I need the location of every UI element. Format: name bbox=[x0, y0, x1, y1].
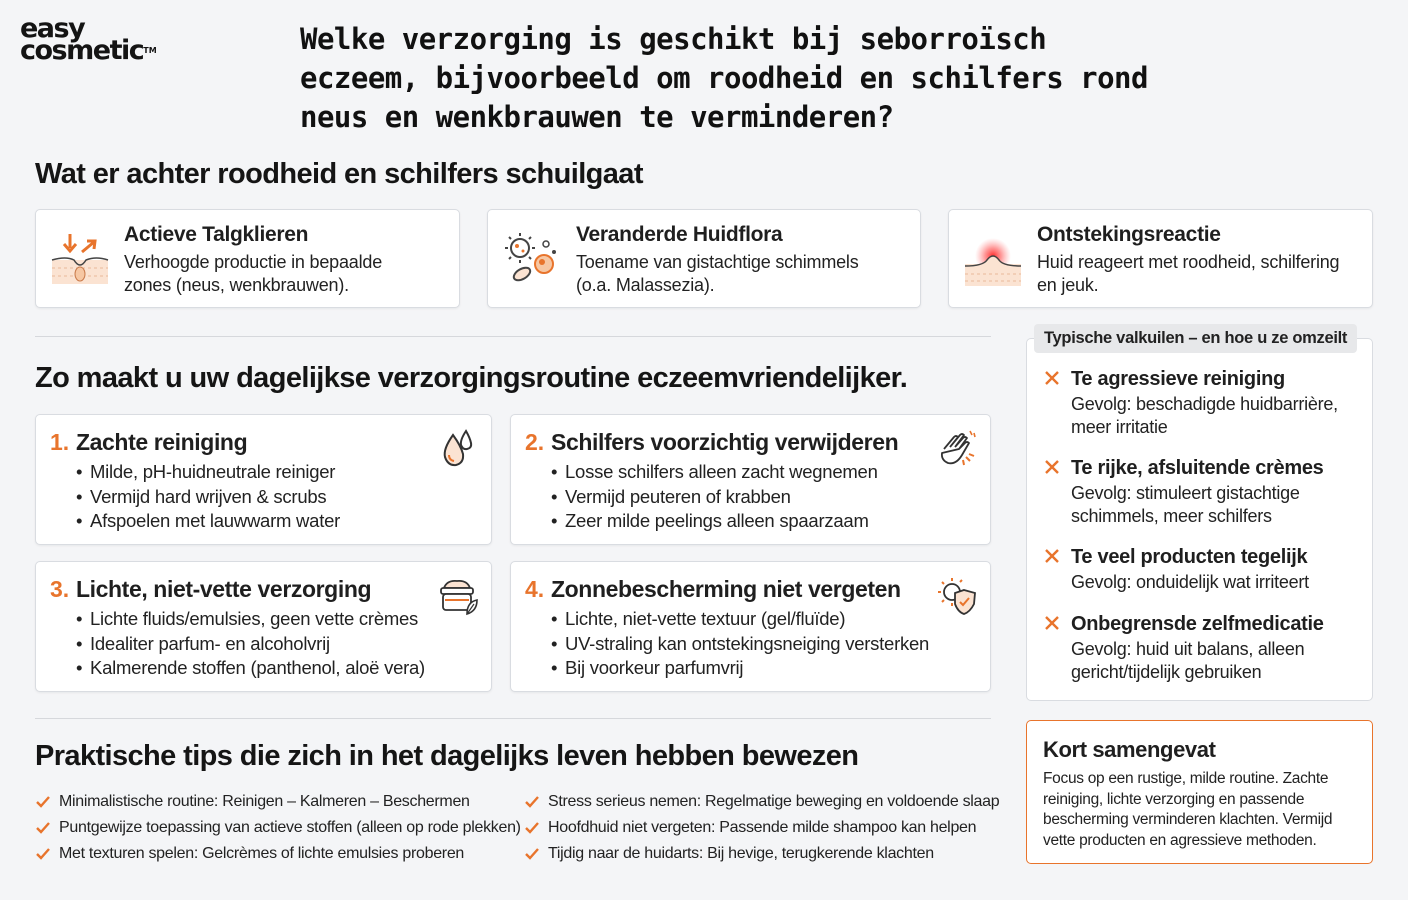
logo-line-1: easy bbox=[20, 13, 85, 44]
checkmark-icon bbox=[524, 821, 540, 835]
cause-title: Actieve Talgklieren bbox=[124, 223, 309, 246]
cause-card-skinflora bbox=[487, 209, 921, 308]
section-divider bbox=[35, 718, 991, 719]
cause-card-sebaceous bbox=[35, 209, 460, 308]
pitfall-title: Te agressieve reiniging bbox=[1071, 368, 1285, 390]
step-bullet: • Lichte, niet-vette textuur (gel/fluïde) bbox=[551, 607, 929, 632]
section-divider bbox=[35, 336, 991, 337]
step-bullet: • Afspoelen met lauwwarm water bbox=[76, 509, 340, 534]
checkmark-icon bbox=[35, 847, 51, 861]
cause-card-inflammation bbox=[948, 209, 1373, 308]
pitfall-text: Gevolg: beschadigde huidbarrière, meer irritatie bbox=[1071, 394, 1338, 437]
cause-title: Veranderde Huidflora bbox=[576, 223, 783, 246]
summary-box bbox=[1026, 720, 1373, 864]
cross-icon bbox=[1044, 615, 1060, 631]
tip-text: Met texturen spelen: Gelcrèmes of lichte emulsies proberen bbox=[59, 845, 465, 862]
step-bullet: • Kalmerende stoffen (panthenol, aloë vera) bbox=[76, 656, 425, 681]
step-card-2 bbox=[510, 414, 991, 545]
sebaceous-gland-icon bbox=[50, 230, 110, 290]
tip-text: Minimalistische routine: Reinigen – Kalmeren – Beschermen bbox=[59, 793, 470, 810]
tip-item bbox=[524, 793, 999, 811]
step-bullet: • Losse schilfers alleen zacht wegnemen bbox=[551, 460, 878, 485]
routine-heading: Zo maakt u uw dagelijkse verzorgingsroutine eczeemvriendelijker. bbox=[35, 362, 908, 394]
cause-title: Ontstekingsreactie bbox=[1037, 223, 1221, 246]
pitfalls-heading: Typische valkuilen – en hoe u ze omzeilt bbox=[1034, 324, 1357, 353]
step-number: 3. bbox=[50, 576, 70, 602]
cause-text: Toename van gistachtige schimmels (o.a. Malassezia). bbox=[576, 252, 859, 295]
cause-text: Verhoogde productie in bepaalde zones (neus, wenkbrauwen). bbox=[124, 252, 383, 295]
checkmark-icon bbox=[524, 795, 540, 809]
step-card-3 bbox=[35, 561, 492, 692]
step-title: Zachte reiniging bbox=[76, 429, 248, 455]
cream-jar-icon bbox=[437, 574, 479, 616]
step-bullet: • UV-straling kan ontstekingsneiging versterken bbox=[551, 632, 929, 657]
checkmark-icon bbox=[524, 847, 540, 861]
step-bullet: • Lichte fluids/emulsies, geen vette crèmes bbox=[76, 607, 425, 632]
tip-text: Hoofdhuid niet vergeten: Passende milde shampoo kan helpen bbox=[548, 819, 977, 836]
tip-text: Tijdig naar de huidarts: Bij hevige, terugkerende klachten bbox=[548, 845, 934, 862]
pitfall-text: Gevolg: stimuleert gistachtige schimmels, meer schilfers bbox=[1071, 483, 1300, 526]
step-bullet: • Milde, pH-huidneutrale reiniger bbox=[76, 460, 340, 485]
pitfall-title: Te veel producten tegelijk bbox=[1071, 546, 1308, 568]
sun-shield-icon bbox=[936, 574, 978, 616]
microbes-icon bbox=[502, 230, 562, 290]
checkmark-icon bbox=[35, 795, 51, 809]
cross-icon bbox=[1044, 548, 1060, 564]
logo-line-2 bbox=[20, 35, 157, 66]
pitfall-title: Onbegrensde zelfmedicatie bbox=[1071, 613, 1324, 635]
tip-item bbox=[35, 845, 464, 863]
logo-word: cosmetic bbox=[20, 35, 144, 66]
checkmark-icon bbox=[35, 821, 51, 835]
step-bullet: • Vermijd peuteren of krabben bbox=[551, 485, 878, 510]
tip-item bbox=[35, 793, 470, 811]
step-bullets bbox=[76, 607, 425, 681]
hand-icon bbox=[936, 427, 978, 469]
step-title: Lichte, niet-vette verzorging bbox=[76, 576, 372, 602]
step-title: Schilfers voorzichtig verwijderen bbox=[551, 429, 899, 455]
summary-text: Focus op een rustige, milde routine. Zachte reiniging, lichte verzorging en passende bescherming verminderen klachten. Vermijd vette producten en agressieve methoden. bbox=[1043, 770, 1333, 849]
step-bullet: • Vermijd hard wrijven & scrubs bbox=[76, 485, 340, 510]
tip-item bbox=[524, 845, 934, 863]
pitfall-text: Gevolg: huid uit balans, alleen gericht/tijdelijk gebruiken bbox=[1071, 639, 1305, 682]
water-drops-icon bbox=[437, 427, 479, 469]
cross-icon bbox=[1044, 459, 1060, 475]
tip-text: Puntgewijze toepassing van actieve stoffen (alleen op rode plekken) bbox=[59, 819, 521, 836]
brand-logo bbox=[20, 13, 157, 66]
step-number: 1. bbox=[50, 429, 70, 455]
step-number: 2. bbox=[525, 429, 545, 455]
cross-icon bbox=[1044, 370, 1060, 386]
step-title: Zonnebescherming niet vergeten bbox=[551, 576, 901, 602]
tip-text: Stress serieus nemen: Regelmatige beweging en voldoende slaap bbox=[548, 793, 1000, 810]
inflamed-skin-icon bbox=[963, 230, 1023, 290]
step-card-1 bbox=[35, 414, 492, 545]
logo-trademark: TM bbox=[143, 46, 157, 55]
tip-item bbox=[35, 819, 521, 837]
pitfall-title: Te rijke, afsluitende crèmes bbox=[1071, 457, 1324, 479]
step-bullets bbox=[76, 460, 340, 534]
page-title: Welke verzorging is geschikt bij seborroïsch eczeem, bijvoorbeeld om roodheid en schilfers rond neus en wenkbrauwen te verminderen? bbox=[300, 22, 1148, 134]
causes-heading: Wat er achter roodheid en schilfers schuilgaat bbox=[35, 158, 643, 190]
tips-heading: Praktische tips die zich in het dagelijks leven hebben bewezen bbox=[35, 740, 859, 772]
cause-text: Huid reageert met roodheid, schilfering en jeuk. bbox=[1037, 252, 1340, 295]
step-number: 4. bbox=[525, 576, 545, 602]
summary-title: Kort samengevat bbox=[1043, 737, 1216, 762]
step-bullet: • Zeer milde peelings alleen spaarzaam bbox=[551, 509, 878, 534]
pitfall-text: Gevolg: onduidelijk wat irriteert bbox=[1071, 572, 1309, 592]
step-bullets bbox=[551, 460, 878, 534]
step-card-4 bbox=[510, 561, 991, 692]
step-bullets bbox=[551, 607, 929, 681]
step-bullet: • Idealiter parfum- en alcoholvrij bbox=[76, 632, 425, 657]
step-bullet: • Bij voorkeur parfumvrij bbox=[551, 656, 929, 681]
tip-item bbox=[524, 819, 976, 837]
